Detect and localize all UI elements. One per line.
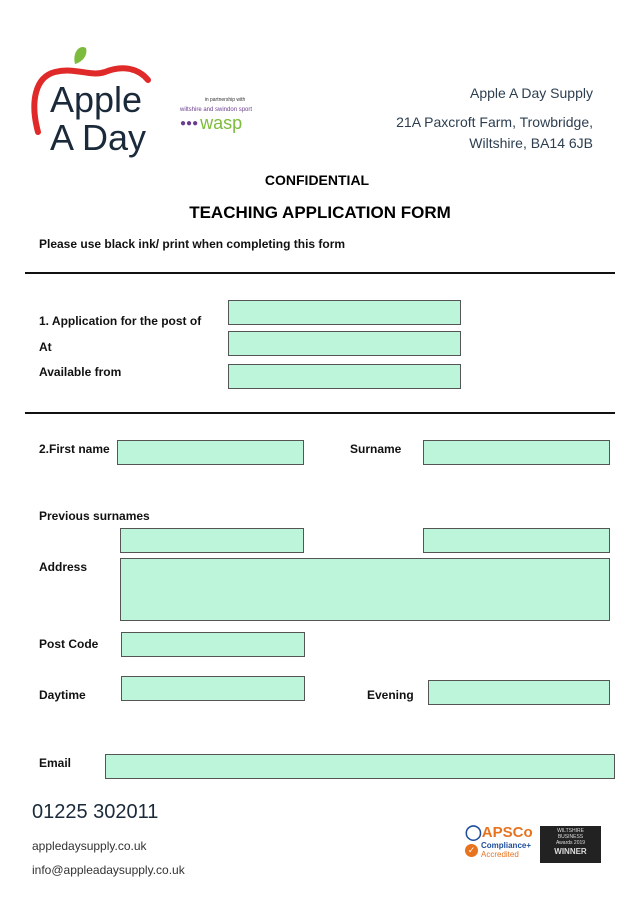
- accredited-text: Accredited: [481, 850, 519, 859]
- partner-brand: wasp: [200, 113, 243, 133]
- footer-phone: 01225 302011: [32, 801, 159, 823]
- check-icon: ✓: [465, 844, 478, 857]
- post-label: 1. Application for the post of: [39, 314, 202, 328]
- first-name-label: 2.First name: [39, 442, 110, 456]
- evening-label: Evening: [367, 688, 414, 702]
- address-label: Address: [39, 560, 88, 574]
- wiltshire-business-award-badge: [540, 826, 601, 863]
- apple-a-day-logo: [30, 42, 160, 162]
- partner-prefix: in partnership with: [204, 97, 246, 103]
- award-line-1: WILTSHIRE: [557, 828, 584, 834]
- evening-input[interactable]: [428, 680, 610, 705]
- address-input[interactable]: [120, 558, 610, 621]
- email-input[interactable]: [105, 754, 615, 779]
- footer-website[interactable]: appledaysupply.co.uk: [32, 839, 147, 853]
- daytime-label: Daytime: [39, 688, 86, 702]
- partner-org: wiltshire and swindon sport: [180, 107, 253, 113]
- logo-text-2: A Day: [50, 117, 147, 158]
- previous-surnames-label: Previous surnames: [39, 509, 150, 523]
- footer-email[interactable]: info@appleadaysupply.co.uk: [32, 863, 185, 877]
- apsco-text: APSCo: [481, 824, 533, 841]
- surname-input[interactable]: [423, 440, 610, 465]
- at-input[interactable]: [228, 331, 461, 356]
- confidential-heading: CONFIDENTIAL: [264, 172, 370, 188]
- partner-brand-row: [180, 113, 270, 134]
- postcode-input[interactable]: [121, 632, 305, 657]
- wasp-circles-icon: ●●●: [180, 118, 199, 129]
- logo-text-1: Apple: [50, 79, 143, 120]
- available-label: Available from: [39, 365, 122, 379]
- award-line-2: BUSINESS: [557, 834, 584, 840]
- apsco-badge: ◯APSCo ✓ Compliance+ Accredited: [465, 824, 533, 859]
- compliance-text: Compliance+: [481, 841, 532, 850]
- company-name: Apple A Day Supply: [470, 85, 593, 101]
- email-label: Email: [39, 756, 72, 770]
- post-input[interactable]: [228, 300, 461, 325]
- company-address-2: Wiltshire, BA14 6JB: [469, 135, 593, 151]
- company-address-1: 21A Paxcroft Farm, Trowbridge,: [396, 114, 593, 130]
- award-line-3: Awards 2019: [555, 840, 586, 846]
- divider: [25, 412, 615, 414]
- divider: [25, 272, 615, 274]
- award-line-4: WINNER: [554, 847, 587, 856]
- first-name-input[interactable]: [117, 440, 304, 465]
- postcode-label: Post Code: [39, 637, 99, 651]
- previous-surname-input-2[interactable]: [423, 528, 610, 553]
- available-from-input[interactable]: [228, 364, 461, 389]
- daytime-input[interactable]: [121, 676, 305, 701]
- instruction-text: Please use black ink/ print when completing this form: [39, 237, 346, 251]
- partner-logo: [180, 97, 270, 134]
- form-title: TEACHING APPLICATION FORM: [189, 203, 451, 222]
- surname-label: Surname: [350, 442, 402, 456]
- previous-surname-input-1[interactable]: [120, 528, 304, 553]
- at-label: At: [39, 340, 52, 354]
